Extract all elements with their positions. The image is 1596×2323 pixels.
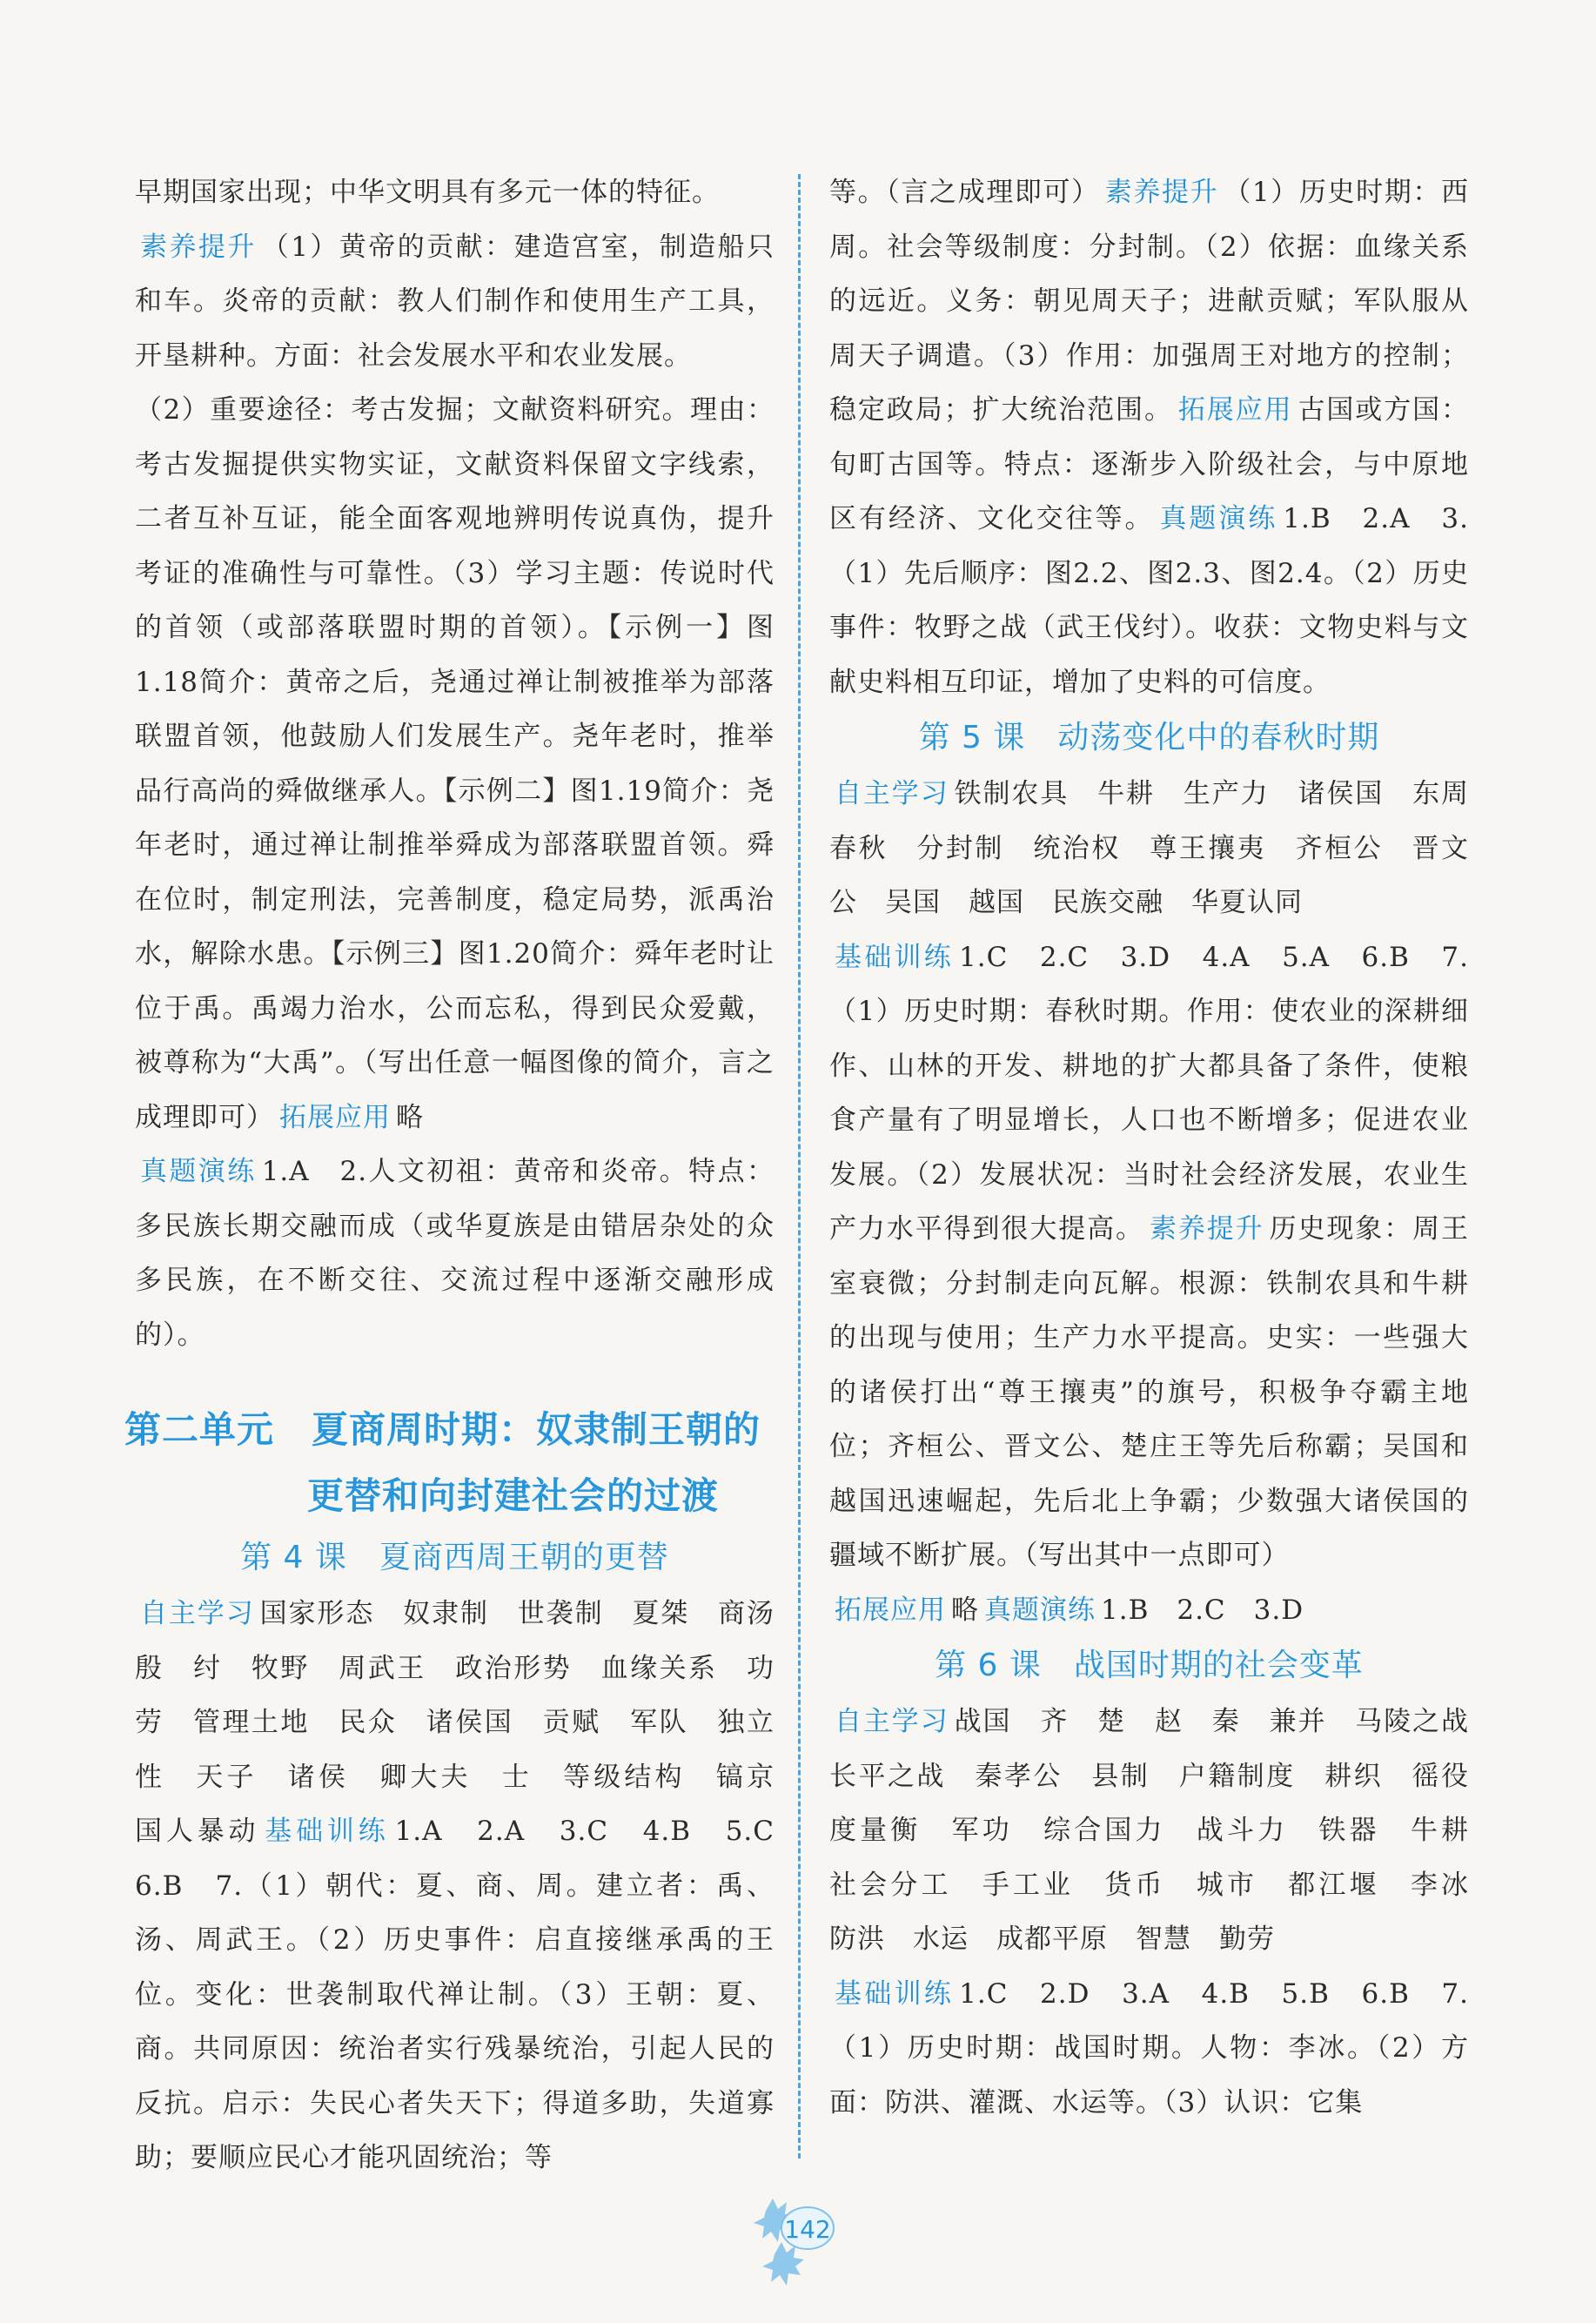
section-tag: 拓展应用 [279, 1101, 391, 1133]
column-divider [798, 174, 801, 2159]
paragraph: 自主学习 战国 齐 楚 赵 秦 兼并 马陵之战 长平之战 秦孝公 县制 户籍制度 耕织 徭役 度量衡 军功 综合国力 战斗力 铁器 牛耕 社会分工 手工业 货币 城市 都江堰 李冰 防洪 水运 成都平原 智慧 勤劳 [829, 1706, 1498, 1955]
lesson-title: 第 4 课 夏商西周王朝的更替 [240, 1540, 669, 1575]
lesson-title: 第 6 课 战国时期的社会变革 [935, 1648, 1364, 1683]
section-tag: 素养提升 [140, 231, 257, 263]
section-tag: 拓展应用 [1177, 394, 1293, 426]
section-tag: 素养提升 [1104, 177, 1219, 208]
section-tag: 拓展应用 [835, 1594, 946, 1626]
paragraph: 真题演练 1.A 2.人文初祖：黄帝和炎帝。特点：多民族长期交融而成（或华夏族是由错居杂处的众多民族，在不断交往、交流过程中逐渐交融形成的）。 [135, 1156, 775, 1351]
right-column [829, 165, 1498, 2130]
section-tag: 自主学习 [835, 1706, 949, 1737]
unit-title: 第二单元 夏商周时期：奴隶制王朝的 更替和向封建社会的过渡 [124, 1408, 761, 1517]
paragraph: 自主学习 铁制农具 牛耕 生产力 诸侯国 东周 春秋 分封制 统治权 尊王攘夷 齐桓公 晋文公 吴国 越国 民族交融 华夏认同 [829, 778, 1498, 918]
paragraph: 自主学习 国家形态 奴隶制 世袭制 夏桀 商汤 殷 纣 牧野 周武王 政治形势 血缘关系 功劳 管理土地 民众 诸侯国 贡赋 军队 独立性 天子 诸侯 卿大夫 士 等级结构 镐京 国人暴动 基础训练 1.A 2.A 3.C 4.B 5.C 6.B 7.（1）朝代：夏、商、周。建立者：禹、汤、周武王。（2）历史事件：启直接继承禹的王位。变化：世袭制取代禅让制。（3）王朝：夏、商。共同原因：统治者实行残暴统治，引起人民的反抗。启示：失民心者失天下；得道多助，失道寡助；要顺应民心才能巩固统治；等 [135, 1598, 803, 2173]
paragraph: 基础训练 1.C 2.D 3.A 4.B 5.B 6.B 7.（1）历史时期：战国时期。人物：李冰。（2）方面：防洪、灌溉、水运等。（3）认识：它集 [829, 1977, 1470, 2118]
paragraph: 等。（言之成理即可） 素养提升 （1）历史时期：西周。社会等级制度：分封制。（2）依据：血缘关系的远近。义务：朝见周天子；进献贡赋；军队服从周天子调遣。（3）作用：加强周王对地方的控制；稳定政局；扩大统治范围。 拓展应用 古国或方国：旬町古国等。特点：逐渐步入阶级社会，与中原地区有经济、文化交往等。 真题演练 1.B 2.A 3.（1）先后顺序：图2.2、图2.3、图2.4。（2）历史事件：牧野之战（武王伐纣）。收获：文物史料与文献史料相互印证，增加了史料的可信度。 [829, 177, 1470, 698]
lesson-title: 第 5 课 动荡变化中的春秋时期 [918, 720, 1380, 755]
section-tag: 基础训练 [265, 1816, 390, 1847]
paragraph: 拓展应用 略 真题演练 1.B 2.C 3.D [835, 1594, 1304, 1626]
page-number: 142 [784, 2215, 831, 2244]
paragraph: （2）重要途径：考古发掘；文献资料研究。理由：考古发掘提供实物实证，文献资料保留文字线索，二者互补互证，能全面客观地辨明传说真伪，提升考证的准确性与可靠性。（3）学习主题：传说时代的首领（或部落联盟时期的首领）。【示例一】图1.18简介：黄帝之后，尧通过禅让制被推举为部落联盟首领，他鼓励人们发展生产。尧年老时，推举品行高尚的舜做继承人。【示例二】图1.19简介：尧年老时，通过禅让制推举舜成为部落联盟首领。舜在位时，制定刑法，完善制度，稳定局势，派禹治水，解除水患。【示例三】图1.20简介：舜年老时让位于禹。禹竭力治水，公而忘私，得到民众爱戴，被尊称为“大禹”。（写出任意一幅图像的简介，言之成理即可） 拓展应用 略 [135, 394, 775, 1133]
section-tag: 真题演练 [140, 1156, 257, 1187]
paragraph: 素养提升 （1）黄帝的贡献：建造宫室，制造船只和车。炎帝的贡献：教人们制作和使用生产工具，开垦耕种。方面：社会发展水平和农业发展。 [135, 231, 775, 372]
section-tag: 真题演练 [1159, 503, 1278, 534]
section-tag: 素养提升 [1149, 1213, 1264, 1245]
paragraph: 基础训练 1.C 2.C 3.D 4.A 5.A 6.B 7.（1）历史时期：春秋时期。作用：使农业的深耕细作、山林的开发、耕地的扩大都具备了条件，使粮食产量有了明显增长，人口也不断增多；促进农业发展。（2）发展状况：当时社会经济发展，农业生产力水平得到很大提高。 素养提升 历史现象：周王室衰微；分封制走向瓦解。根源：铁制农具和牛耕的出现与使用；生产力水平提高。史实：一些强大的诸侯打出“尊王攘夷”的旗号，积极争夺霸主地位；齐桓公、晋文公、楚庄王等先后称霸；吴国和越国迅速崛起，先后北上争霸；少数强大诸侯国的疆域不断扩展。（写出其中一点即可） [829, 941, 1470, 1571]
maple-leaf-icon [740, 2193, 853, 2289]
paragraph: 早期国家出现；中华文明具有多元一体的特征。 [135, 177, 720, 208]
page-number-badge [740, 2193, 853, 2289]
left-column [124, 165, 803, 2185]
section-tag: 基础训练 [835, 1977, 955, 2010]
section-tag: 真题演练 [984, 1594, 1096, 1626]
section-tag: 自主学习 [140, 1598, 255, 1629]
section-tag: 自主学习 [835, 778, 949, 809]
section-tag: 基础训练 [835, 941, 955, 973]
